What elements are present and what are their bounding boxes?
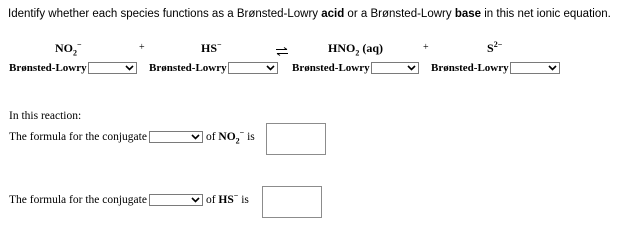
select-row-1 bbox=[9, 62, 137, 74]
species-subscript: 2 bbox=[235, 136, 240, 146]
chevron-down-icon bbox=[266, 64, 275, 73]
acid-base-dropdown-3[interactable] bbox=[371, 62, 419, 74]
species-subscript: 2 bbox=[73, 48, 77, 58]
select-label: Brønsted-Lowry bbox=[149, 62, 227, 74]
species-base: NO bbox=[218, 131, 236, 143]
acid-base-dropdown-4[interactable] bbox=[510, 62, 560, 74]
species-superscript: − bbox=[239, 128, 245, 138]
conjugate-answer-input-2[interactable] bbox=[262, 186, 322, 218]
species-no2-minus bbox=[55, 41, 82, 56]
conjugate-answer-input-1[interactable] bbox=[266, 123, 326, 155]
question-part-1: Identify whether each species functions as a Brønsted-Lowry bbox=[8, 8, 322, 20]
chevron-down-icon bbox=[548, 64, 557, 73]
conjugate-type-dropdown-1[interactable] bbox=[149, 131, 203, 143]
reaction-heading: In this reaction: bbox=[9, 110, 82, 122]
of-text: of bbox=[205, 131, 219, 143]
conjugate-prefix: The formula for the conjugate bbox=[9, 194, 147, 206]
species-base: HNO bbox=[328, 41, 356, 55]
conjugate-species bbox=[218, 128, 245, 146]
is-text: is bbox=[238, 194, 249, 206]
acid-base-dropdown-2[interactable] bbox=[228, 62, 278, 74]
species-base: NO bbox=[55, 41, 73, 55]
chevron-down-icon bbox=[191, 196, 200, 205]
conjugate-prefix: The formula for the conjugate bbox=[9, 131, 147, 143]
equilibrium-arrows-icon bbox=[276, 43, 288, 61]
species-base: S bbox=[487, 41, 494, 55]
chevron-down-icon bbox=[125, 64, 134, 73]
conjugate-suffix bbox=[205, 128, 255, 146]
acid-base-dropdown-1[interactable] bbox=[88, 62, 137, 74]
plus-sign-2: + bbox=[423, 42, 429, 53]
is-text: is bbox=[244, 131, 255, 143]
conjugate-line-2 bbox=[9, 191, 249, 206]
of-text: of bbox=[205, 194, 219, 206]
base-word: base bbox=[454, 8, 482, 20]
species-superscript: − bbox=[217, 40, 222, 49]
conjugate-type-dropdown-2[interactable] bbox=[149, 194, 203, 206]
question-part-2: or a Brønsted-Lowry bbox=[344, 8, 455, 20]
question-text bbox=[8, 8, 611, 20]
select-row-4 bbox=[431, 62, 560, 74]
species-subscript: 2 bbox=[355, 48, 360, 58]
conjugate-suffix bbox=[205, 191, 249, 206]
species-base: HS bbox=[218, 194, 234, 206]
select-row-3 bbox=[292, 62, 419, 74]
select-label: Brønsted-Lowry bbox=[431, 62, 509, 74]
plus-sign-1: + bbox=[139, 42, 145, 53]
species-hno2-aq bbox=[328, 41, 383, 56]
select-label: Brønsted-Lowry bbox=[292, 62, 370, 74]
select-label: Brønsted-Lowry bbox=[9, 62, 87, 74]
select-row-2 bbox=[149, 62, 278, 74]
chevron-down-icon bbox=[191, 133, 200, 142]
conjugate-species bbox=[218, 191, 239, 206]
chevron-down-icon bbox=[407, 64, 416, 73]
conjugate-line-1 bbox=[9, 128, 255, 146]
species-s-2minus bbox=[487, 41, 502, 56]
species-hs-minus bbox=[201, 41, 222, 56]
species-state: (aq) bbox=[359, 41, 384, 55]
species-base: HS bbox=[201, 41, 218, 55]
question-part-3: in this net ionic equation. bbox=[481, 8, 611, 20]
species-superscript: − bbox=[77, 40, 82, 49]
species-superscript: − bbox=[233, 191, 239, 201]
acid-word: acid bbox=[321, 8, 345, 20]
species-superscript: 2− bbox=[493, 40, 503, 49]
